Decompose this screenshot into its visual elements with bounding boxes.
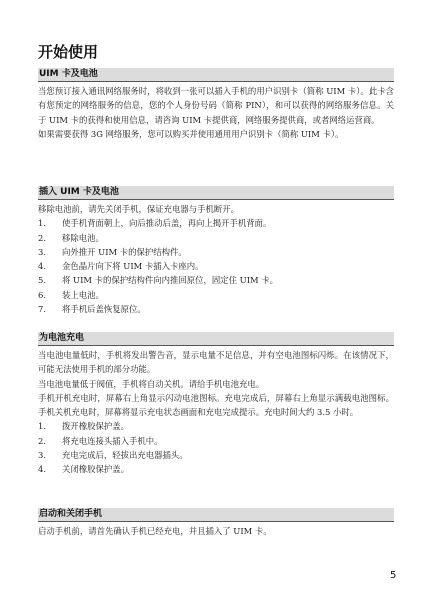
step-text: 充电完成后，轻拔出充电器插头。 xyxy=(62,450,188,461)
paragraph-low-battery: 当电池电量低时，手机将发出警告音，显示电量不足信息，并有空电池图标闪烁。在该情况下，可能无法使用手机的部分功能。 xyxy=(38,350,394,375)
step-number: 2. xyxy=(38,435,46,446)
step-number: 3. xyxy=(38,246,46,257)
step-number: 4. xyxy=(38,261,46,272)
insert-steps-list xyxy=(38,216,394,316)
step-number: 1. xyxy=(38,421,46,432)
list-item xyxy=(38,419,394,433)
step-text: 关闭橡胶保护盖。 xyxy=(62,464,129,475)
list-item xyxy=(38,245,394,259)
list-item xyxy=(38,462,394,476)
list-item xyxy=(38,288,394,302)
step-text: 拨开橡胶保护盖。 xyxy=(62,421,129,432)
step-number: 4. xyxy=(38,464,46,475)
list-item xyxy=(38,448,394,462)
list-item xyxy=(38,273,394,287)
step-number: 3. xyxy=(38,450,46,461)
charge-steps-list xyxy=(38,419,394,476)
paragraph-uim-3g: 如果需要获得 3G 网络服务，您可以购买并使用通用用户识别卡（简称 UIM 卡）。 xyxy=(38,128,344,139)
list-item xyxy=(38,302,394,316)
section-insert-uim xyxy=(38,186,394,316)
step-number: 1. xyxy=(38,218,46,229)
step-text: 将 UIM 卡的保护结构件向内推回原位，固定住 UIM 卡。 xyxy=(62,275,279,286)
page-title: 开始使用 xyxy=(38,43,99,61)
step-number: 6. xyxy=(38,289,46,300)
list-item xyxy=(38,216,394,230)
section-charge-battery xyxy=(38,332,394,477)
paragraph-insert-intro: 移除电池前，请先关闭手机，保证充电器与手机断开。 xyxy=(38,204,239,214)
section-heading-charge-battery: 为电池充电 xyxy=(38,332,394,346)
step-text: 将手机后盖恢复原位。 xyxy=(62,304,146,315)
paragraph-auto-shutdown: 当电池电量低于阀值，手机将自动关机。请给手机电池充电。 xyxy=(38,378,265,389)
list-item xyxy=(38,259,394,273)
step-text: 金色晶片向下将 UIM 卡插入卡座内。 xyxy=(62,261,204,272)
page-number: 5 xyxy=(390,570,397,581)
step-text: 将充电连接头插入手机中。 xyxy=(62,435,163,446)
list-item xyxy=(38,231,394,245)
paragraph-charging-display: 手机开机充电时，屏幕右上角显示闪动电池图标。充电完成后，屏幕右上角显示满载电池图标。手机关机充电时，屏幕将显示充电状态画面和充电完成提示。充电时间大约 3.5 小时。 xyxy=(38,392,394,418)
step-text: 使手机背面朝上，向后推动后盖，再向上揭开手机背面。 xyxy=(62,218,272,229)
section-power-on-off xyxy=(38,508,394,538)
step-number: 7. xyxy=(38,304,46,315)
section-heading-uim-card: UIM 卡及电池 xyxy=(38,68,394,82)
section-heading-power-on-off: 启动和关闭手机 xyxy=(38,508,394,522)
section-heading-insert-uim: 插入 UIM 卡及电池 xyxy=(38,186,394,200)
list-item xyxy=(38,434,394,448)
step-text: 装上电池。 xyxy=(62,289,104,300)
step-text: 向外推开 UIM 卡的保护结构件。 xyxy=(62,246,187,257)
step-number: 5. xyxy=(38,275,46,286)
step-text: 移除电池。 xyxy=(62,232,104,243)
paragraph-power-on: 启动手机前，请首先确认手机已经充电，并且插入了 UIM 卡。 xyxy=(38,526,272,536)
paragraph-uim-intro: 当您预订接入通讯网络服务时，将收到一张可以插入手机的用户识别卡（简称 UIM 卡）。此卡含有您预定的网络服务的信息，您的个人身份号码（简称 PIN），和可以获得的网络服务信息。关于 UIM 卡的获得和使用信息，请咨询 UIM 卡提供商，网络服务提供商，或者网络运营商。 xyxy=(38,86,394,125)
step-number: 2. xyxy=(38,232,46,243)
section-uim-card xyxy=(38,68,394,141)
